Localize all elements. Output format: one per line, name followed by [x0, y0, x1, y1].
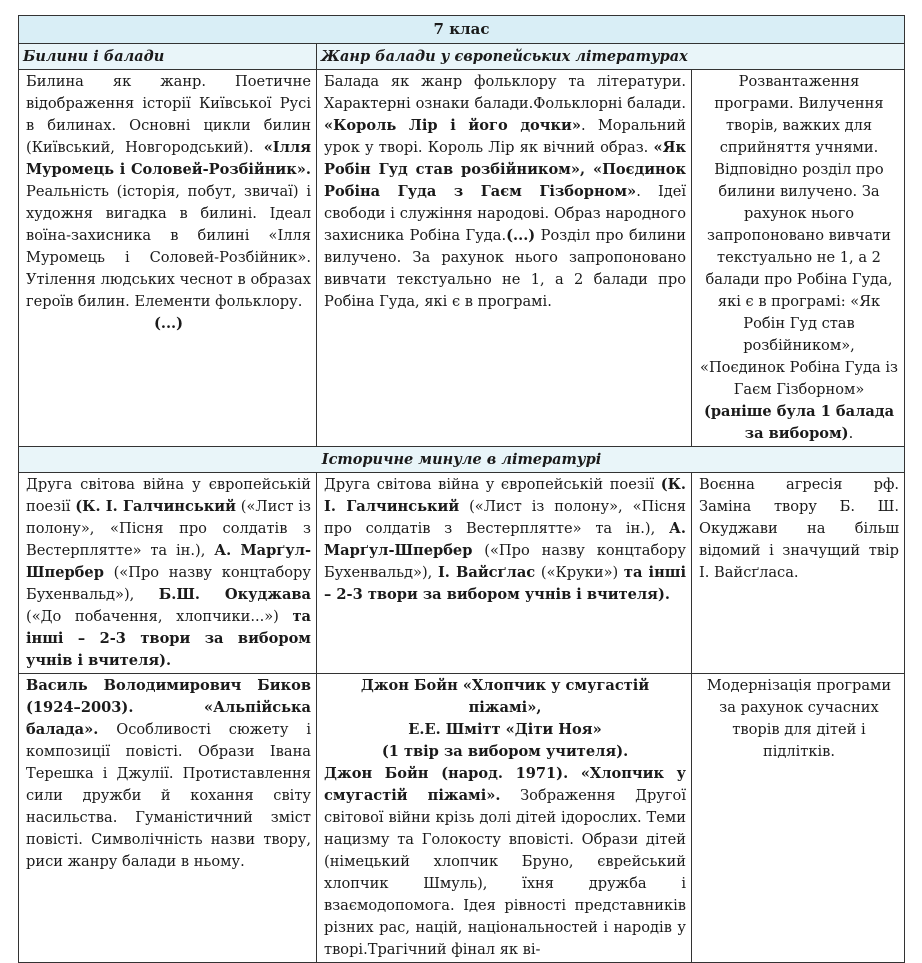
block1-content-row	[19, 70, 905, 447]
text-run: («Про назву концтабору Бухенвальд»),	[26, 564, 311, 603]
text-run: Билина як жанр. Поетичне відображення історії Київської Русі в билинах. Основні цикли билин (Київський, Новгородський).	[26, 73, 311, 156]
boyne-text	[324, 763, 686, 961]
text-run: («Про назву концтабору Бухенвальд»),	[324, 542, 686, 581]
bylyny-text	[26, 71, 311, 313]
text-run: Друга світова війна у європейській поезії	[26, 476, 311, 515]
author-vaisglas: І. Вайсґлас	[437, 564, 536, 581]
block1-mid-cell	[317, 70, 692, 447]
text-run: («До побачення, хлопчики...»)	[26, 608, 293, 625]
block3-left-cell	[19, 674, 317, 963]
text-run: Розділ про билини вилучено. За рахунок нього запропоновано вивчати текстуально не 1, а 2 балади про Робіна Гуда, які є в програмі.	[324, 227, 686, 310]
ww2-poetry-old	[26, 474, 311, 672]
block2-right-cell	[692, 473, 905, 674]
text-run: Балада як жанр фольклору та літератури. Характерні ознаки балади.Фольклорні балади.	[324, 73, 686, 112]
selection-note: (1 твір за вибором учителя).	[381, 743, 629, 760]
block1-heading-left: Билини і балади	[19, 44, 317, 70]
text-run: . Ідеї свободи і служіння народові. Образ народного захисника Робіна Гуда.	[324, 183, 686, 244]
selection-note: та інші – 2-3 твори за вибором учнів і вчителя).	[26, 608, 311, 669]
text-run: («Лист із полону», «Пісня про солдатів з Вестерплятте» та ін.),	[26, 498, 311, 559]
change-comment: Воєнна агресія рф. Заміна твору Б. Ш. Окуджави на більш відомий і значущий твір І. Вайсґласа.	[699, 476, 900, 581]
ellipsis-marker: (...)	[153, 315, 184, 332]
text-run: Розвантаження програми. Вилучення творів, важких для сприйняття учнями. Відповідно розділ про билини вилучено. За рахунок нього запропоновано вивчати текстуально не 1, а 2 балади про Робіна Гуда, які є в програмі: «Як Робін Гуд став розбійником», «Поєдинок Робіна Гуда із Гаєм Гізборном»	[700, 73, 898, 398]
block2-heading: Історичне минуле в літературі	[19, 447, 905, 473]
change-comment: Модернізація програми за рахунок сучасних творів для дітей і підлітків.	[706, 677, 892, 760]
text-run: («Лист із полону», «Пісня про солдатів з Вестерплятте» та ін.),	[324, 498, 686, 537]
author-okudzhava: Б.Ш. Окуджава	[158, 586, 311, 603]
curriculum-table	[18, 15, 905, 963]
block2-mid-cell	[317, 473, 692, 674]
previous-note: (раніше була 1 балада за вибором)	[703, 403, 895, 442]
bykov-text	[26, 675, 311, 873]
title-king-lear: «Король Лір і його дочки»	[324, 117, 581, 134]
text-run: Реальність (історія, побут, звичаї) і художня вигадка в билині. Ідеал воїна-захисника в билині «Ілля Муромець і Соловей-Розбійник». Утілення людських чеснот в образах героїв билин. Елементи фольклору.	[26, 183, 311, 310]
author-boyne: Джон Бойн (народ. 1971). «Хлопчик у смугастій піжамі».	[324, 765, 686, 804]
block3-mid-cell	[317, 674, 692, 963]
block2-heading-row	[19, 447, 905, 473]
ballad-text	[324, 71, 686, 313]
text-run: («Круки»)	[535, 564, 624, 581]
text-run: Особливості сюжету і композиції повісті. Образи Івана Терешка і Джулії. Протиставлення сили дружби й кохання світу насильства. Гуманістичний зміст повісті. Символічність назви твору, риси жанру балади в ньому.	[26, 721, 311, 870]
title-ilya: «Ілля Муромець і Соловей-Розбійник».	[26, 139, 311, 178]
block2-left-cell	[19, 473, 317, 674]
author-galchynsky: (К. І. Галчинський	[324, 476, 686, 515]
selection-note: та інші – 2-3 твори за вибором учнів і вчителя).	[324, 564, 686, 603]
title-boyne: Джон Бойн «Хлопчик у смугастій піжамі»,	[360, 677, 650, 716]
text-run: Друга світова війна у європейській поезії	[324, 476, 661, 493]
grade-row	[19, 16, 905, 44]
title-robin-hood: «Як Робін Гуд став розбійником», «Поєдинок Робіна Гуда з Гаєм Гізборном»	[324, 139, 686, 200]
author-margul: А. Марґул-Шпербер	[324, 520, 686, 559]
ellipsis-marker: (...)	[506, 227, 536, 244]
title-alpine-ballad: Василь Володимирович Биков (1924–2003). «Альпійська балада».	[26, 677, 311, 738]
block3-content-row	[19, 674, 905, 963]
block1-heading-row	[19, 44, 905, 70]
author-galchynsky: (К. І. Галчинський	[75, 498, 236, 515]
text-run: . Моральний урок у творі. Король Лір як вічний образ.	[324, 117, 686, 156]
title-schmitt: Е.Е. Шмітт «Діти Ноя»	[408, 721, 602, 738]
block1-heading-mid: Жанр балади у європейських літературах	[317, 44, 905, 70]
text-run: Зображення Другої світової війни крізь долі дітей ідорослих. Теми нацизму та Голокосту вповісті. Образи дітей (німецький хлопчик Бруно, єврейський хлопчик Шмуль), їхня дружба і взаємодопомога. Ідея рівності представників різних рас, націй, національностей і народів у творі.Трагічний фінал як ві-	[324, 787, 686, 958]
block1-left-cell	[19, 70, 317, 447]
text-run: .	[848, 425, 854, 442]
block1-right-cell	[692, 70, 905, 447]
grade-title: 7 клас	[19, 16, 905, 44]
change-comment	[699, 71, 899, 445]
ww2-poetry-new	[324, 474, 686, 606]
block3-right-cell	[692, 674, 905, 963]
block2-content-row	[19, 473, 905, 674]
author-margul: А. Марґул-Шпербер	[26, 542, 311, 581]
